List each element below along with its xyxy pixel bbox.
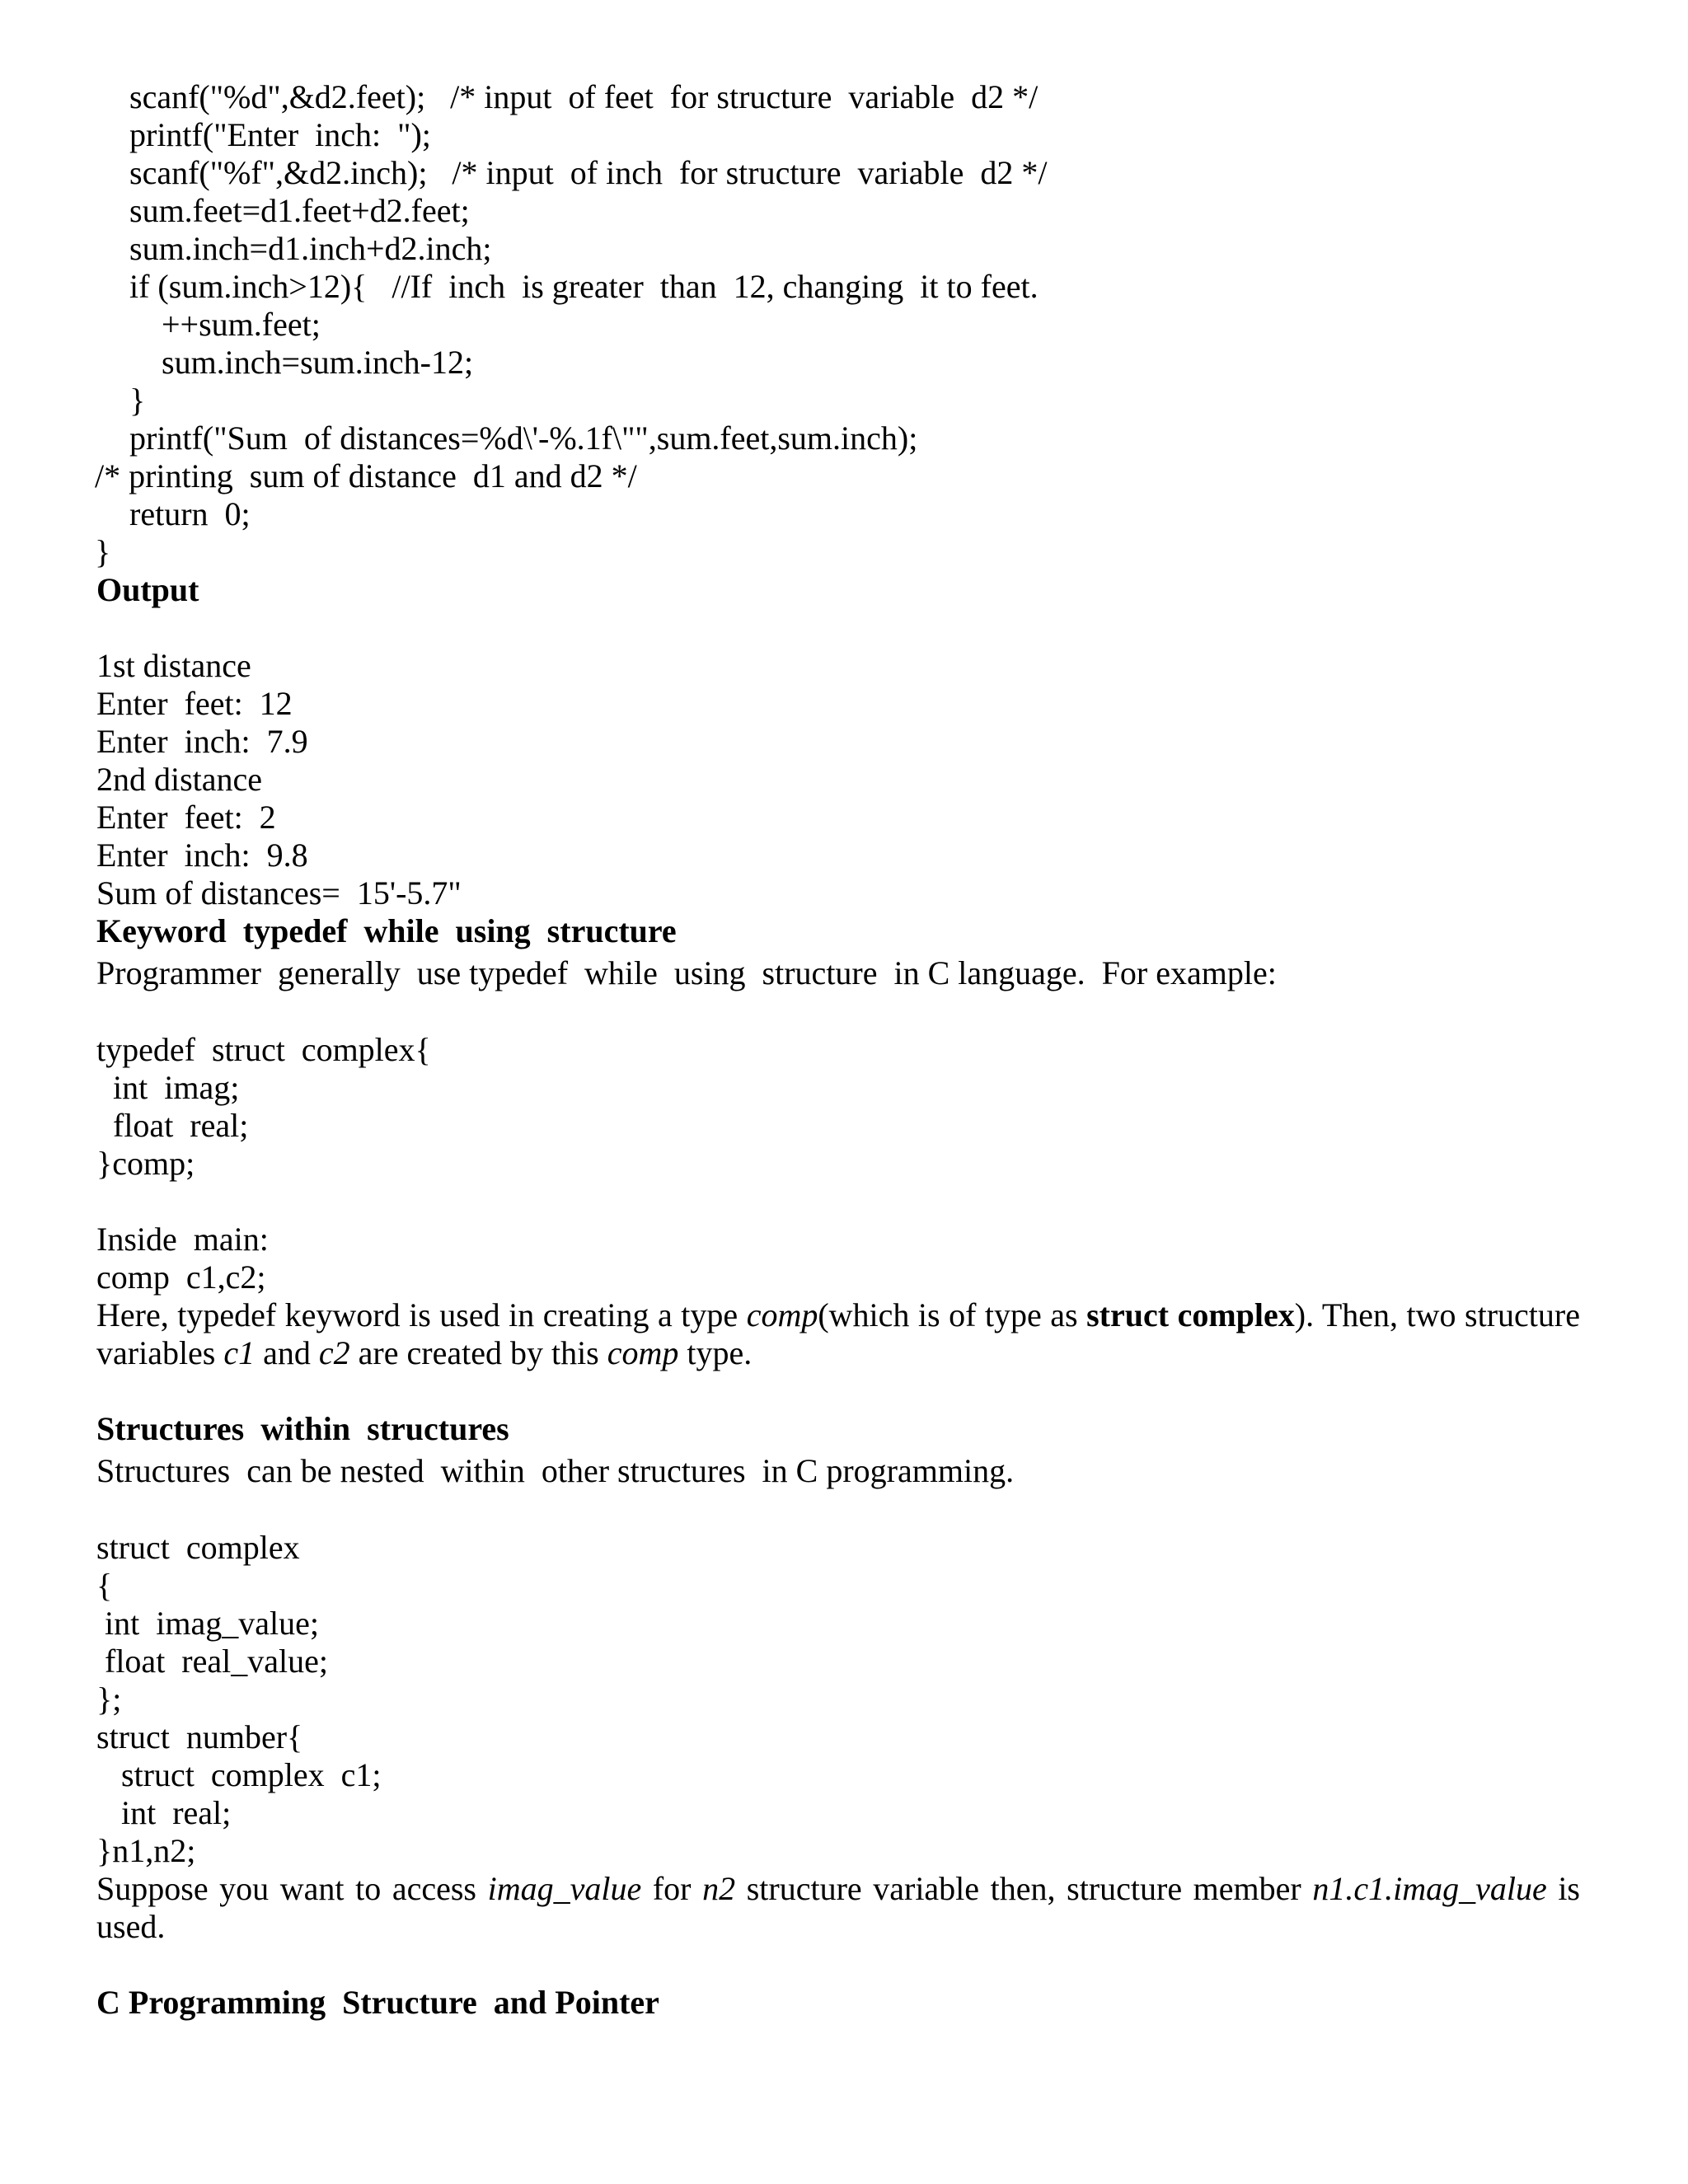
code-line: printf("Enter inch: "); (129, 116, 431, 153)
nested-code-line: int real; (121, 1794, 232, 1831)
nested-code-line: struct complex (96, 1529, 300, 1566)
typedef-explanation: Here, typedef keyword is used in creating a type comp(which is of type as struct complex). Then, two structure variables c1 and c2 are created by this comp type. (96, 1296, 1580, 1371)
pointer-heading: C Programming Structure and Pointer (96, 1984, 659, 2021)
output-line: Enter feet: 12 (96, 685, 293, 722)
nested-code-line: { (96, 1567, 113, 1604)
code-line: printf("Sum of distances=%d\'-%.1f\"",sum.feet,sum.inch); (129, 419, 918, 457)
output-line: Enter feet: 2 (96, 799, 276, 836)
typedef-code-line: typedef struct complex{ (96, 1031, 431, 1068)
code-line: } (129, 382, 146, 419)
output-line: Sum of distances= 15'-5.7" (96, 874, 462, 912)
code-line: return 0; (129, 495, 251, 532)
inside-main-line: Inside main: (96, 1221, 269, 1258)
typedef-heading: Keyword typedef while using structure (96, 912, 677, 949)
output-line: Enter inch: 7.9 (96, 723, 308, 760)
typedef-code-line: int imag; (113, 1069, 240, 1106)
typedef-code-line: float real; (113, 1107, 249, 1144)
nested-code-line: struct complex c1; (121, 1756, 382, 1793)
code-line: /* printing sum of distance d1 and d2 */ (95, 457, 637, 494)
code-line: sum.inch=d1.inch+d2.inch; (129, 230, 492, 267)
code-line: sum.inch=sum.inch-12; (162, 344, 474, 381)
nested-heading: Structures within structures (96, 1410, 509, 1447)
nested-code-line: }n1,n2; (96, 1832, 196, 1869)
typedef-code-line: }comp; (96, 1145, 195, 1182)
nested-explanation: Suppose you want to access imag_value for n2 structure variable then, structure member n1.c1.imag_value is used. (96, 1870, 1581, 1945)
output-line: Enter inch: 9.8 (96, 837, 308, 874)
nested-intro: Structures can be nested within other structures in C programming. (96, 1452, 1015, 1489)
code-line: scanf("%d",&d2.feet); /* input of feet for structure variable d2 */ (129, 78, 1039, 115)
code-line: sum.feet=d1.feet+d2.feet; (129, 192, 470, 229)
output-heading: Output (96, 571, 199, 608)
inside-main-line: comp c1,c2; (96, 1258, 266, 1296)
code-line: } (95, 533, 111, 570)
nested-code-line: struct number{ (96, 1718, 303, 1755)
output-line: 1st distance (96, 647, 251, 684)
nested-code-line: int imag_value; (105, 1605, 319, 1642)
output-line: 2nd distance (96, 761, 263, 798)
nested-code-line: float real_value; (105, 1643, 328, 1680)
code-line: ++sum.feet; (162, 306, 321, 343)
code-line: if (sum.inch>12){ //If inch is greater than 12, changing it to feet. (129, 268, 1039, 305)
nested-code-line: }; (96, 1680, 122, 1718)
typedef-intro: Programmer generally use typedef while using structure in C language. For example: (96, 954, 1277, 991)
code-line: scanf("%f",&d2.inch); /* input of inch for structure variable d2 */ (129, 154, 1048, 191)
